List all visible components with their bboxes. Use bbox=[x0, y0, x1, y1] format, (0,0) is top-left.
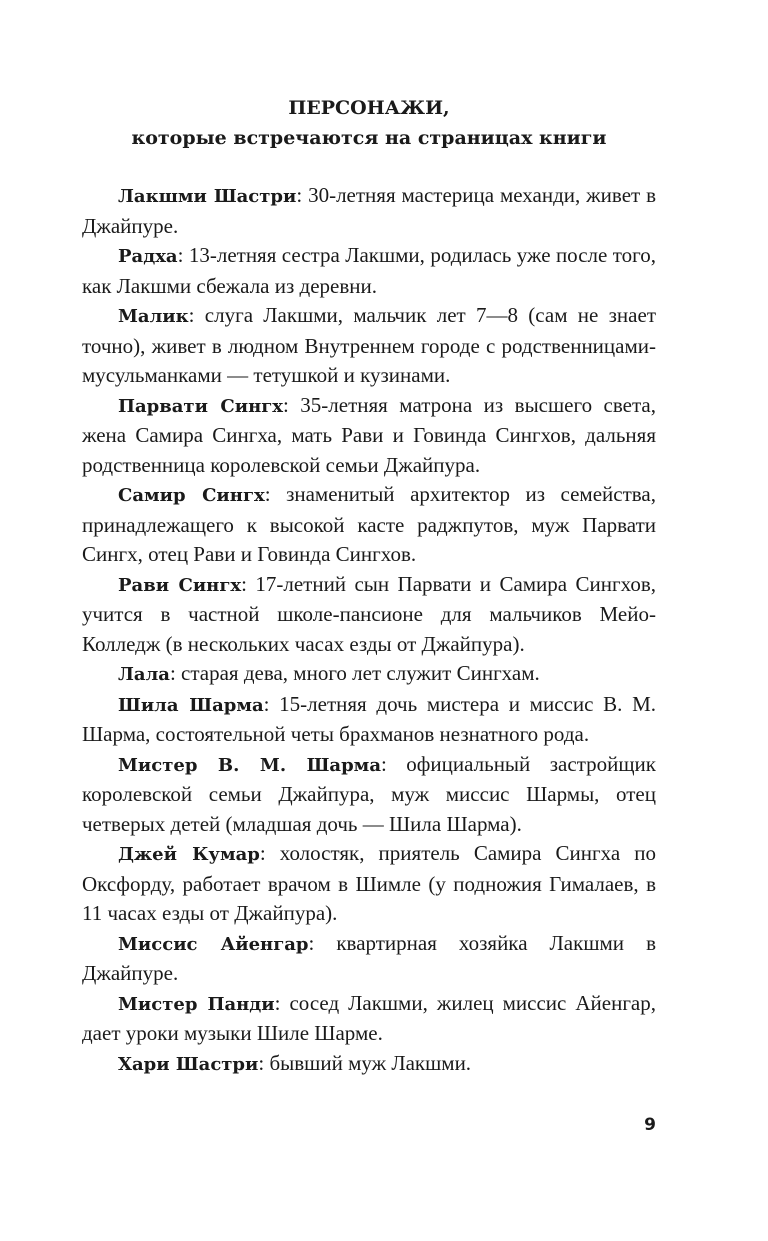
character-name: Миссис Айенгар bbox=[118, 933, 309, 955]
character-name: Парвати Сингх bbox=[118, 395, 284, 417]
character-entry bbox=[82, 301, 656, 391]
character-description: : официальный застройщик королевской семьи Джайпура, муж миссис Шармы, отец четверых детей (младшая дочь — Шила Шарма). bbox=[82, 751, 656, 836]
character-description: : старая дева, много лет служит Сингхам. bbox=[169, 661, 540, 685]
character-description: : 13-летняя сестра Лакшми, родилась уже после того, как Лакшми сбежала из деревни. bbox=[82, 243, 656, 298]
character-description: : 30-летняя мастерица механди, живет в Джайпуре. bbox=[82, 183, 656, 238]
character-entry bbox=[82, 839, 656, 929]
character-description: : 15-летняя дочь мистера и миссис В. М. Шарма, состоятельной четы брахманов незнатного рода. bbox=[82, 691, 656, 746]
character-entry bbox=[82, 391, 656, 481]
character-entry bbox=[82, 181, 656, 241]
character-description: : бывший муж Лакшми. bbox=[258, 1050, 472, 1075]
character-name: Мистер Панди bbox=[118, 993, 275, 1015]
character-name: Мистер В. М. Шарма bbox=[118, 754, 381, 776]
section-subtitle: которые встречаются на страницах книги bbox=[131, 127, 607, 149]
page-number: 9 bbox=[644, 1115, 656, 1135]
character-name: Лакшми Шастри bbox=[118, 186, 297, 207]
character-description: : квартирная хозяйка Лакшми в Джайпуре. bbox=[82, 930, 656, 985]
character-entry bbox=[82, 1049, 656, 1080]
character-name: Самир Сингх bbox=[118, 485, 265, 506]
character-entry bbox=[82, 690, 656, 750]
character-description: : сосед Лакшми, жилец миссис Айенгар, дает уроки музыки Шиле Шарме. bbox=[82, 990, 656, 1045]
section-title: ПЕРСОНАЖИ, bbox=[288, 97, 450, 119]
character-list bbox=[82, 181, 656, 1079]
character-name: Малик bbox=[118, 306, 189, 327]
character-entry bbox=[82, 241, 656, 301]
character-description: : 35-летняя матрона из высшего света, жена Самира Сингха, мать Рави и Говинда Сингхов, дальняя родственница королевской семьи Джайпура. bbox=[82, 392, 656, 477]
character-description: : знаменитый архитектор из семейства, принадлежащего к высокой касте раджпутов, муж Парвати Сингх, отец Рави и Говинда Сингхов. bbox=[82, 482, 656, 566]
character-description: : 17-летний сын Парвати и Самира Сингхов, учится в частной школе-пансионе для мальчиков Мейо-Колледж (в нескольких часах езды от Джайпура). bbox=[82, 571, 656, 656]
character-entry bbox=[82, 929, 656, 989]
character-name: Джей Кумар bbox=[118, 844, 260, 865]
character-name: Лала bbox=[118, 664, 170, 685]
character-name: Шила Шарма bbox=[118, 694, 264, 716]
character-entry bbox=[82, 659, 656, 690]
character-name: Радха bbox=[118, 246, 178, 267]
character-name: Рави Сингх bbox=[118, 574, 242, 596]
character-entry bbox=[82, 989, 656, 1049]
character-entry bbox=[82, 750, 656, 840]
character-entry bbox=[82, 480, 656, 570]
character-name: Хари Шастри bbox=[118, 1053, 259, 1075]
character-entry bbox=[82, 570, 656, 660]
character-description: : слуга Лакшми, мальчик лет 7—8 (сам не знает точно), живет в людном Внутреннем городе с родственницами-мусульманками — тетушкой и кузинами. bbox=[82, 303, 656, 387]
character-description: : холостяк, приятель Самира Сингха по Оксфорду, работает врачом в Шимле (у подножия Гималаев, в 11 часах езды от Джайпура). bbox=[82, 841, 656, 925]
